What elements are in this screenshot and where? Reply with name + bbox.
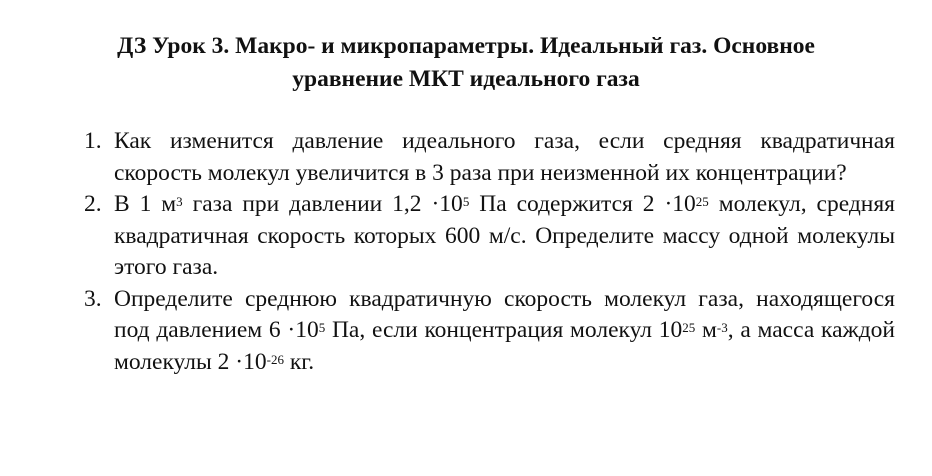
task-text-part: Определите среднюю квадратичную скорость молекул газа, находящегося под давлением 6 ·10 [114, 285, 895, 343]
superscript: -26 [266, 351, 284, 367]
task-text-part: молекул, средняя квадратичная скорость которых 600 м/с. Определите массу одной молекулы этого газа. [114, 191, 895, 280]
title-line-1: ДЗ Урок 3. Макро- и микропараметры. Идеальный газ. Основное [117, 33, 815, 59]
task-text-part: , а масса каждой молекулы 2 ·10 [114, 317, 896, 375]
title-line-2: уравнение МКТ идеального газа [292, 66, 640, 92]
superscript: 25 [682, 320, 696, 335]
superscript: 3 [176, 194, 183, 209]
page-title [40, 30, 892, 96]
task-text-part: В 1 м [114, 191, 177, 217]
task-list [78, 126, 895, 378]
task-text-part: Па содержится 2 ·10 [469, 191, 696, 217]
task-item-1 [78, 126, 895, 189]
task-text-part: газа при давлении 1,2 ·10 [182, 191, 463, 217]
task-text-part: кг. [283, 348, 315, 375]
superscript: 5 [318, 320, 326, 335]
superscript: 5 [462, 194, 470, 209]
task-text: Как изменится давление идеального газа, если средняя квадратичная скорость молекул увеличится в 3 раза при неизменной их концентрации? [114, 128, 895, 186]
task-text-part: м [695, 317, 717, 343]
superscript: -3 [716, 320, 728, 335]
task-item-2 [78, 189, 895, 284]
task-number: 2. [84, 191, 102, 217]
task-item-3 [78, 284, 895, 379]
superscript: 25 [695, 194, 709, 209]
task-number: 3. [84, 285, 102, 312]
task-number: 1. [84, 128, 102, 154]
task-text-part: Па, если концентрация молекул 10 [325, 317, 683, 343]
